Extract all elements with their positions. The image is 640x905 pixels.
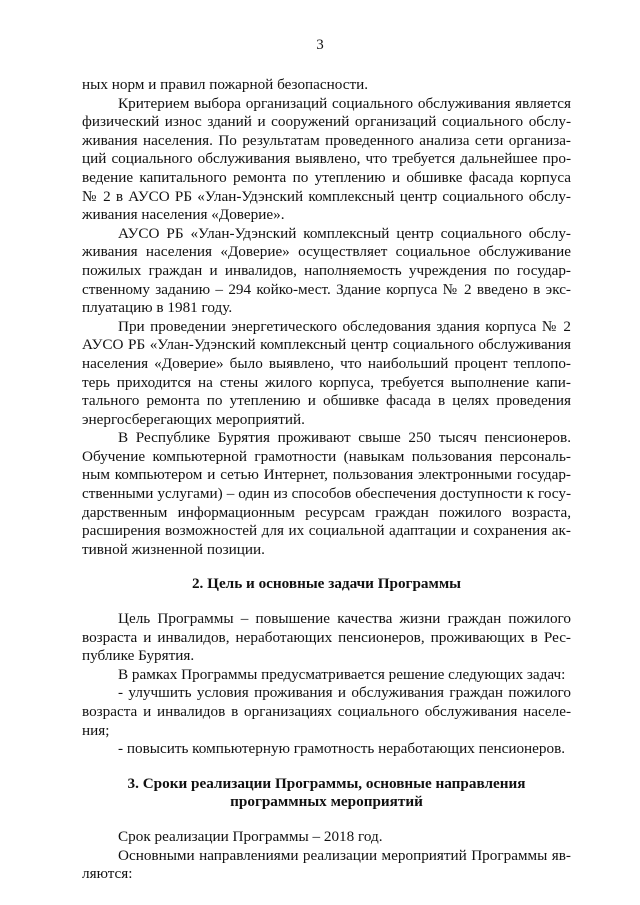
text-line: ственными услугами) – один из способов обеспечения доступности к госу- (82, 485, 571, 503)
text-line: ций социального обслуживания выявлено, что требуется дальнейшее про- (82, 150, 571, 168)
paragraph-tasks-intro: В рамках Программы предусматривается решение следующих задач: (118, 665, 566, 683)
text-line: расширения возможностей для их социальной адаптации и сохранения ак- (82, 522, 571, 540)
page-number: 3 (316, 37, 324, 53)
paragraph-term: Срок реализации Программы – 2018 год. (118, 827, 383, 845)
section-heading-2: 2. Цель и основные задачи Программы (191, 575, 462, 593)
text-line: Основными направлениями реализации мероприятий Программы яв- (118, 846, 571, 864)
text-line: Критерием выбора организаций социального обслуживания является (118, 94, 571, 112)
text-line: возраста и инвалидов в организациях социального обслуживания населе- (82, 703, 571, 720)
paragraph-energy-survey (82, 318, 571, 430)
spacer (82, 812, 571, 828)
text-line: дарственным информационным ресурсам граждан пожилого возраста, (82, 503, 571, 521)
text-line: возраста и инвалидов, неработающих пенсионеров, проживающих в Рес- (82, 628, 571, 646)
paragraph-auso (82, 225, 571, 318)
text-line: ведение капитального ремонта по утеплению и обшивке фасада корпуса (82, 168, 571, 186)
text-line: № 2 в АУСО РБ «Улан-Удэнский комплексный центр социального обслу- (82, 187, 571, 205)
task-item-1 (82, 684, 571, 740)
text-line: тального ремонта по утеплению и обшивке фасада в целях проведения (82, 392, 571, 410)
text-line: Цель Программы – повышение качества жизни граждан пожилого (118, 610, 571, 628)
text-line: ния; (82, 721, 110, 739)
text-line: физический износ зданий и сооружений организаций социального обслу- (82, 113, 571, 131)
text-line: АУСО РБ «Улан-Удэнский комплексный центр социального обслуживания (82, 336, 571, 354)
text-line: публике Бурятия. (82, 647, 195, 665)
text-line: ным компьютером и сетью Интернет, пользования электронными государ- (82, 466, 571, 484)
text-line: тивной жизненной позиции. (82, 540, 265, 558)
spacer (82, 594, 571, 610)
text-line: терь приходится на стены жилого корпуса, требуется выполнение капи- (82, 373, 571, 391)
paragraph-directions (82, 847, 571, 884)
text-line: - улучшить условия проживания и обслуживания граждан пожилого (118, 684, 571, 702)
paragraph-goal (82, 610, 571, 666)
text-line: энергосберегающих мероприятий. (82, 410, 305, 428)
text-line: ственному заданию – 294 койко-мест. Здание корпуса № 2 введено в экс- (82, 280, 571, 298)
spacer (82, 559, 571, 575)
task-item-2: - повысить компьютерную грамотность неработающих пенсионеров. (118, 740, 566, 758)
text-line: живания населения «Доверие» осуществляет социальное обслуживание (82, 243, 571, 261)
text-line: плуатацию в 1981 году. (82, 299, 233, 317)
text-line: При проведении энергетического обследования здания корпуса № 2 (118, 317, 571, 335)
paragraph-criterion (82, 95, 571, 225)
paragraph-pensioners (82, 429, 571, 559)
text-line: пожилых граждан и инвалидов, наполняемость учреждения по государ- (82, 261, 571, 279)
text-line: АУСО РБ «Улан-Удэнский комплексный центр социального обслу- (118, 224, 571, 242)
text-line: живания населения «Доверие». (82, 206, 285, 224)
section-heading-3-line-1: 3. Сроки реализации Программы, основные направления (127, 774, 526, 792)
text-line: Обучение компьютерной грамотности (навыкам пользования персональ- (82, 447, 571, 465)
section-heading-3-line-2: программных мероприятий (230, 793, 423, 811)
spacer (82, 759, 571, 775)
text-line: В Республике Бурятия проживают свыше 250 тысяч пенсионеров. (118, 429, 571, 447)
document-body (82, 76, 571, 884)
text-line: живания населения. По результатам проведенного анализа сети организа- (82, 131, 571, 149)
text-line: населения «Доверие» было выявлено, что наибольший процент теплопо- (82, 354, 571, 372)
text-line: ляются: (82, 865, 133, 883)
text-line: ных норм и правил пожарной безопасности. (82, 76, 369, 93)
